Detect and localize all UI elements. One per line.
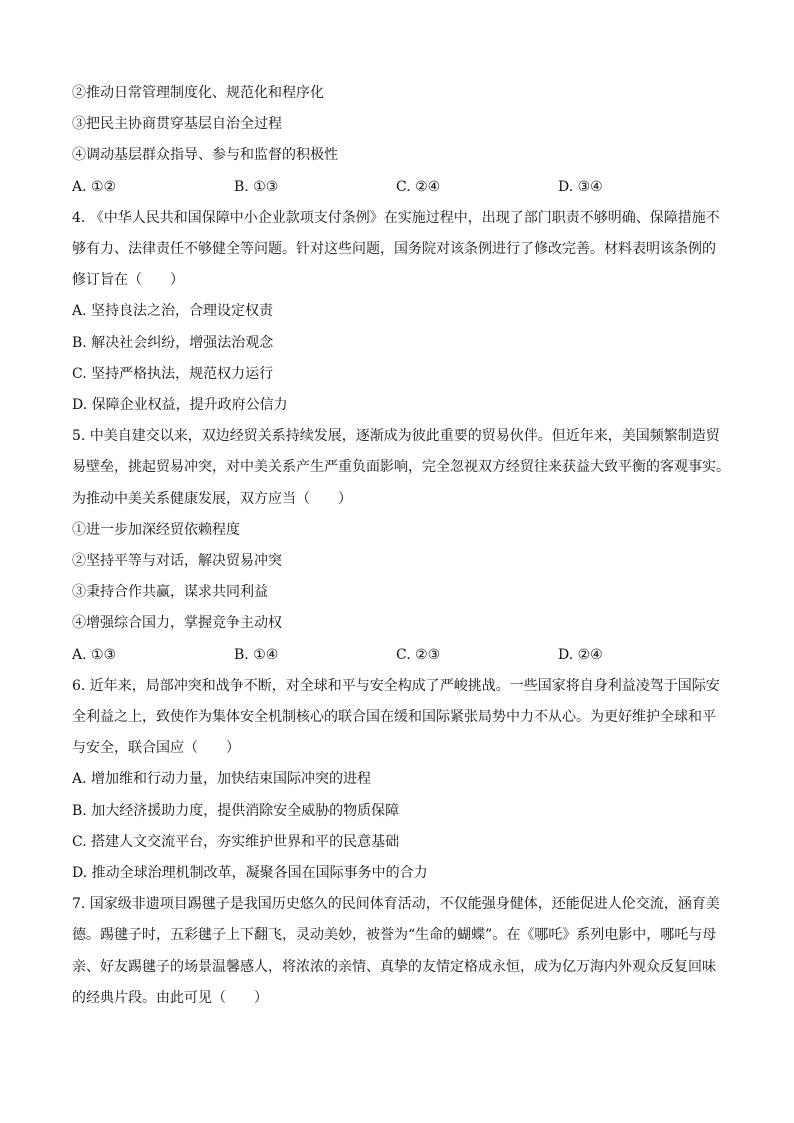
statement-1: ①进一步加深经贸依赖程度 <box>72 521 240 538</box>
question-4 <box>72 203 734 421</box>
option-b[interactable]: B. 解决社会纠纷，增强法治观念 <box>72 334 274 351</box>
statement-4: ④增强综合国力，掌握竞争主动权 <box>72 615 282 632</box>
question-stem-line: 够有力、法律责任不够健全等问题。针对这些问题，国务院对该条例进行了修改完善。材料表明该条例的 <box>72 241 716 258</box>
statement-3: ③把民主协商贯穿基层自治全过程 <box>72 116 282 133</box>
question-stem-line: 亲、好友踢毽子的场景温馨感人，将浓浓的亲情、真挚的友情定格成永恒，成为亿万海内外观众反复回味 <box>72 958 716 975</box>
question-stem-line: 7. 国家级非遗项目踢毽子是我国历史悠久的民间体育活动，不仅能强身健体，还能促进人伦交流，涵育美 <box>72 896 720 913</box>
option-a[interactable]: A. 增加维和行动力量，加快结束国际冲突的进程 <box>72 771 372 788</box>
statement-4: ④调动基层群众指导、参与和监督的积极性 <box>72 147 338 164</box>
question-stem-line: 全利益之上，致使作为集体安全机制核心的联合国在缓和国际紧张局势中力不从心。为更好维护全球和平 <box>72 709 716 726</box>
answer-choices <box>72 172 734 203</box>
question-7 <box>72 889 734 1014</box>
question-stem-line: 与安全，联合国应（ ） <box>72 740 240 757</box>
choice-b[interactable]: B. ①③ <box>234 178 279 195</box>
choice-c[interactable]: C. ②④ <box>396 178 441 195</box>
choice-c[interactable]: C. ②③ <box>396 646 441 663</box>
exam-page <box>72 78 734 1014</box>
question-stem-line: 德。踢毽子时，五彩毽子上下翻飞，灵动美妙，被誉为“生命的蝴蝶”。在《哪吒》系列电影中，哪吒与母 <box>72 927 717 944</box>
question-stem-line: 5. 中美自建交以来，双边经贸关系持续发展，逐渐成为彼此重要的贸易伙伴。但近年来，美国频繁制造贸 <box>72 428 720 445</box>
choice-d[interactable]: D. ②④ <box>558 646 603 663</box>
question-stem-line: 易壁垒，挑起贸易冲突，对中美关系产生严重负面影响，完全忽视双方经贸往来获益大致平衡的客观事实。 <box>72 459 730 476</box>
option-d[interactable]: D. 保障企业权益，提升政府公信力 <box>72 397 288 414</box>
question-stem-line: 的经典片段。由此可见（ ） <box>72 989 268 1006</box>
choice-d[interactable]: D. ③④ <box>558 178 603 195</box>
option-c[interactable]: C. 坚持严格执法，规范权力运行 <box>72 365 274 382</box>
question-stem-line: 4. 《中华人民共和国保障中小企业款项支付条例》在实施过程中，出现了部门职责不够明确、保障措施不 <box>72 209 720 226</box>
option-c[interactable]: C. 搭建人文交流平台，夯实维护世界和平的民意基础 <box>72 833 400 850</box>
choice-b[interactable]: B. ①④ <box>234 646 279 663</box>
question-stem-line: 6. 近年来，局部冲突和战争不断，对全球和平与安全构成了严峻挑战。一些国家将自身利益凌驾于国际安 <box>72 677 720 694</box>
statement-3: ③秉持合作共赢，谋求共同利益 <box>72 584 268 601</box>
statement-2: ②坚持平等与对话，解决贸易冲突 <box>72 553 282 570</box>
question-6 <box>72 671 734 889</box>
question-stem-line: 为推动中美关系健康发展，双方应当（ ） <box>72 490 352 507</box>
choice-a[interactable]: A. ①② <box>72 178 117 195</box>
choice-a[interactable]: A. ①③ <box>72 646 117 663</box>
question-3-tail <box>72 78 734 203</box>
answer-choices <box>72 640 734 671</box>
option-b[interactable]: B. 加大经济援助力度，提供消除安全威胁的物质保障 <box>72 802 400 819</box>
option-a[interactable]: A. 坚持良法之治，合理设定权责 <box>72 303 274 320</box>
option-d[interactable]: D. 推动全球治理机制改革，凝聚各国在国际事务中的合力 <box>72 865 428 882</box>
statement-2: ②推动日常管理制度化、规范化和程序化 <box>72 85 324 101</box>
question-5 <box>72 421 734 671</box>
question-stem-line: 修订旨在（ ） <box>72 272 184 289</box>
